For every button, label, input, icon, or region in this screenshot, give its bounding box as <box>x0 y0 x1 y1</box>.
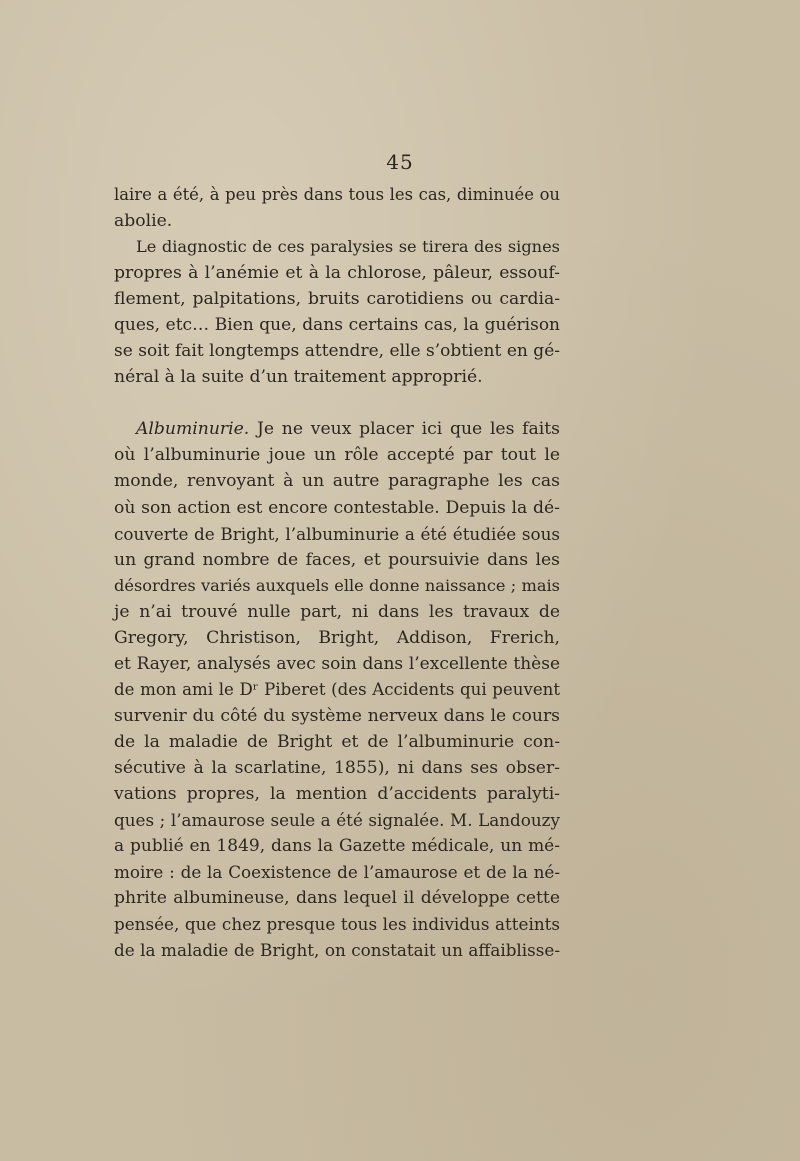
text-line: Albuminurie. Je ne veux placer ici que les faits <box>136 419 560 440</box>
text-line: de la maladie de Bright, on constatait un affaiblisse- <box>114 940 560 961</box>
text-line: Le diagnostic de ces paralysies se tirera des signes <box>136 237 560 257</box>
text-block <box>114 182 560 963</box>
paragraph-gap <box>114 390 560 416</box>
text-line: abolie. <box>114 211 173 232</box>
text-line: flement, palpitations, bruits carotidiens ou cardia- <box>114 289 560 310</box>
page-number: 45 <box>386 150 414 174</box>
text-line: un grand nombre de faces, et poursuivie dans les <box>114 549 560 570</box>
text-line: couverte de Bright, l’albuminurie a été étudiée sous <box>114 523 560 544</box>
text-line: désordres variés auxquels elle donne naissance ; mais <box>114 575 560 595</box>
text-line: vations propres, la mention d’accidents paralyti- <box>114 784 560 805</box>
text-line: pensée, que chez presque tous les individus atteints <box>114 914 560 935</box>
text-line: où l’albuminurie joue un rôle accepté par tout le <box>114 445 560 466</box>
section-rubric: Albuminurie. <box>136 419 250 440</box>
text-line: où son action est encore contestable. Depuis la dé- <box>114 497 560 518</box>
text-line: sécutive à la scarlatine, 1855), ni dans ses obser- <box>114 757 560 778</box>
paragraph <box>114 182 560 234</box>
text-line: phrite albumineuse, dans lequel il développe cette <box>114 888 560 909</box>
text-line: je n’ai trouvé nulle part, ni dans les travaux de <box>114 601 560 622</box>
text-line: propres à l’anémie et à la chlorose, pâleur, essouf- <box>114 263 560 284</box>
text-line: survenir du côté du système nerveux dans le cours <box>114 705 560 726</box>
text-line: de mon ami le Dʳ Piberet (des Accidents qui peuvent <box>114 679 560 699</box>
paragraph <box>114 416 560 963</box>
text-line: moire : de la Coexistence de l’amaurose et de la né- <box>114 862 560 883</box>
text-line: a publié en 1849, dans la Gazette médicale, un mé- <box>114 836 560 857</box>
text-line: et Rayer, analysés avec soin dans l’excellente thèse <box>114 653 560 674</box>
text-line: ques ; l’amaurose seule a été signalée. M. Landouzy <box>114 810 560 831</box>
text-line: de la maladie de Bright et de l’albuminurie con- <box>114 731 560 752</box>
text-line: se soit fait longtemps attendre, elle s’obtient en gé- <box>114 341 560 362</box>
paragraph <box>114 234 560 390</box>
text-line: néral à la suite d’un traitement approprié. <box>114 367 483 388</box>
text-line: laire a été, à peu près dans tous les cas, diminuée ou <box>114 185 560 204</box>
text-line: Gregory, Christison, Bright, Addison, Frerich, <box>114 627 560 648</box>
text-line: monde, renvoyant à un autre paragraphe les cas <box>114 471 560 492</box>
text-line: ques, etc… Bien que, dans certains cas, la guérison <box>114 315 560 336</box>
